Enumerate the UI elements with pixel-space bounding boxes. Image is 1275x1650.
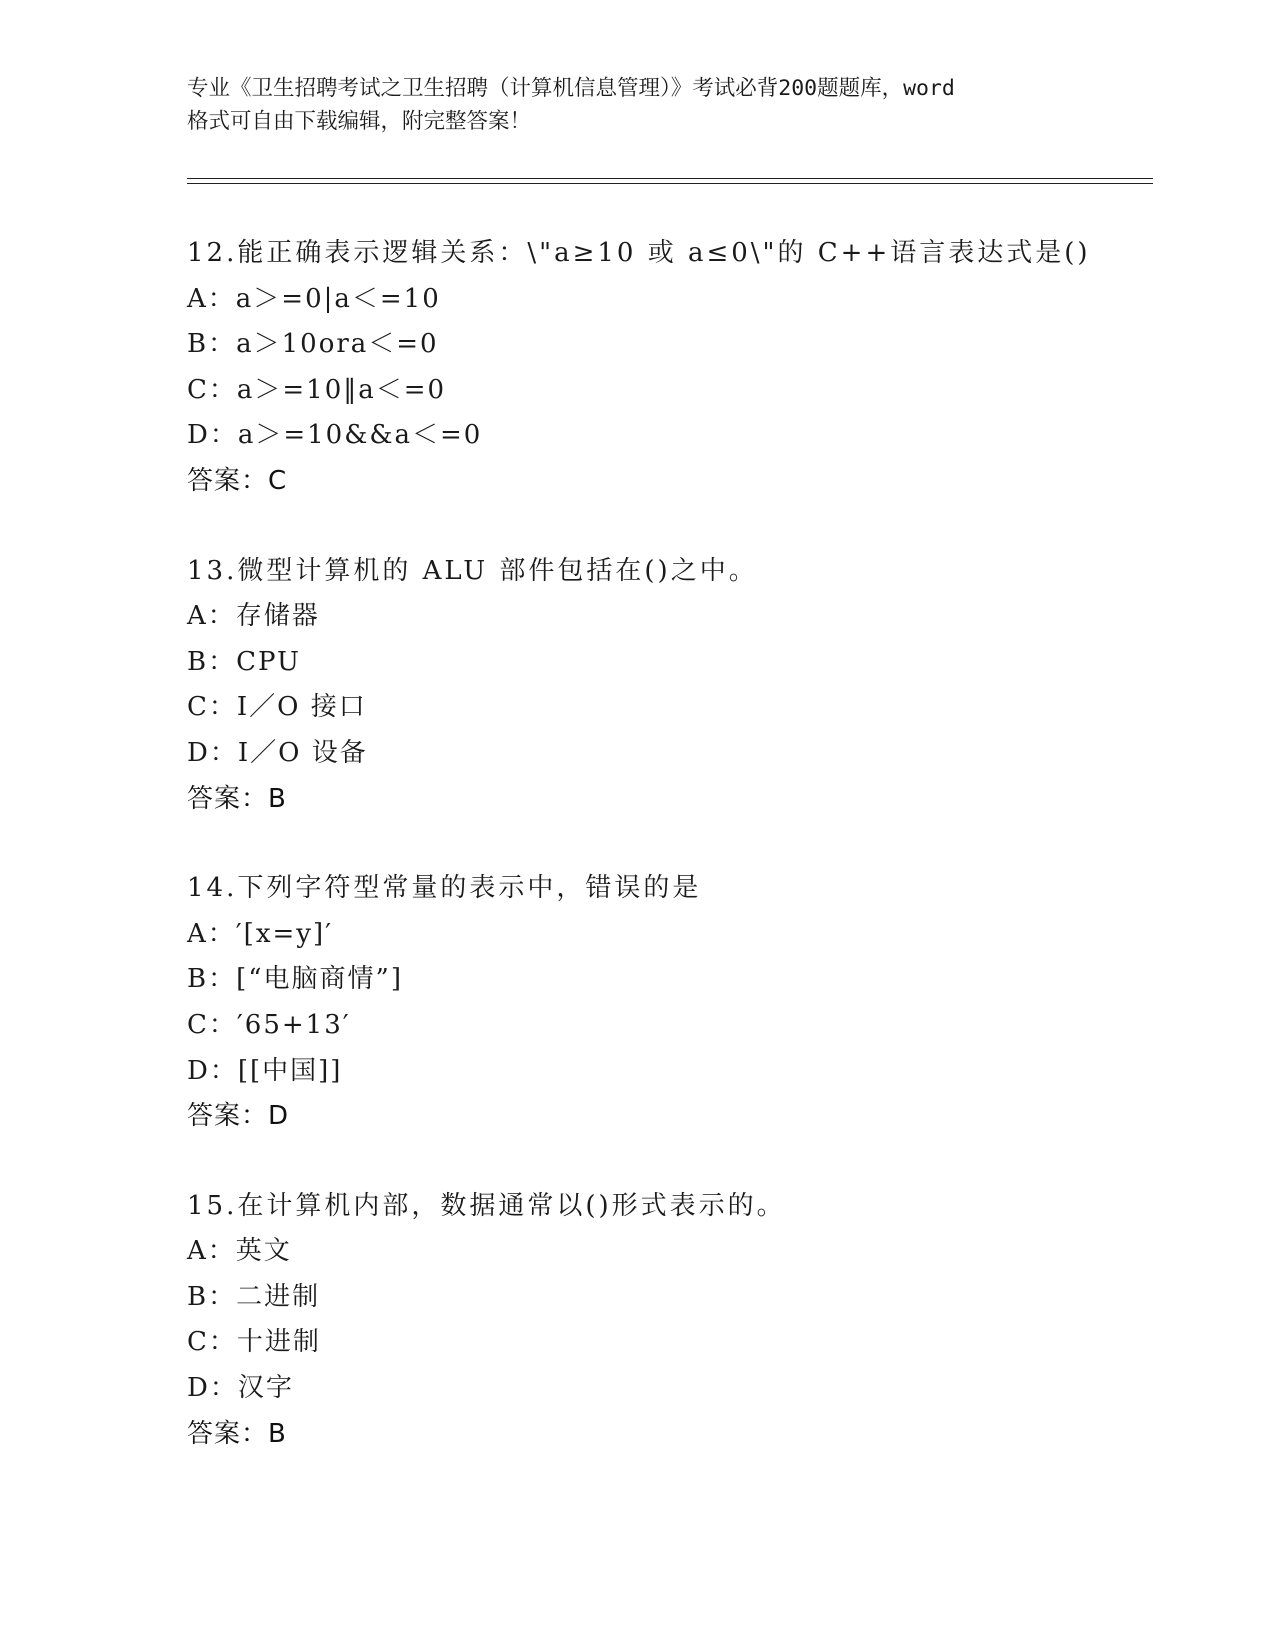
option-d: D：a＞=10&&a＜=0 (187, 420, 483, 451)
option-b: B：二进制 (187, 1281, 321, 1312)
question-stem: 13.微型计算机的 ALU 部件包括在()之中。 (187, 555, 758, 586)
answer-line: 答案：D (187, 1101, 290, 1132)
document-header (187, 72, 1087, 138)
question-stem: 12.能正确表示逻辑关系：\"a≥10 或 a≤0\"的 C++语言表达式是() (187, 238, 1091, 268)
option-b: B：[“电脑商情”] (187, 964, 403, 995)
answer-line: 答案：B (187, 783, 287, 814)
answer-line: 答案：C (187, 465, 288, 496)
question-stem: 15.在计算机内部，数据通常以()形式表示的。 (187, 1190, 786, 1221)
option-d: D：I／O 设备 (187, 737, 368, 768)
question-15 (187, 1184, 1187, 1458)
option-c: C：I／O 接口 (187, 692, 367, 723)
option-a: A：存储器 (187, 601, 320, 632)
header-line-1: 专业《卫生招聘考试之卫生招聘（计算机信息管理）》考试必背200题题库，word (187, 76, 955, 101)
question-spacer (187, 822, 1187, 866)
question-stem: 14.下列字符型常量的表示中，错误的是 (187, 873, 702, 904)
question-spacer (187, 1140, 1187, 1184)
option-a: A：a＞=0|a＜=10 (187, 283, 441, 314)
question-list (187, 231, 1187, 1457)
option-b: B：a＞10ora＜=0 (187, 329, 439, 360)
option-d: D：汉字 (187, 1373, 294, 1404)
question-spacer (187, 505, 1187, 549)
header-divider-bottom (187, 183, 1153, 184)
option-c: C：′65+13′ (187, 1009, 351, 1040)
option-c: C：十进制 (187, 1327, 321, 1358)
header-line-2: 格式可自由下载编辑，附完整答案！ (187, 109, 532, 134)
question-14 (187, 866, 1187, 1184)
option-b: B：CPU (187, 646, 301, 677)
header-divider-top (187, 178, 1153, 179)
option-d: D：[[中国]] (187, 1055, 343, 1086)
option-a: A：英文 (187, 1236, 292, 1267)
answer-line: 答案：B (187, 1418, 287, 1449)
question-12 (187, 231, 1187, 549)
option-c: C：a＞=10‖a＜=0 (187, 374, 447, 405)
option-a: A：′[x=y]′ (187, 918, 334, 949)
question-13 (187, 549, 1187, 867)
